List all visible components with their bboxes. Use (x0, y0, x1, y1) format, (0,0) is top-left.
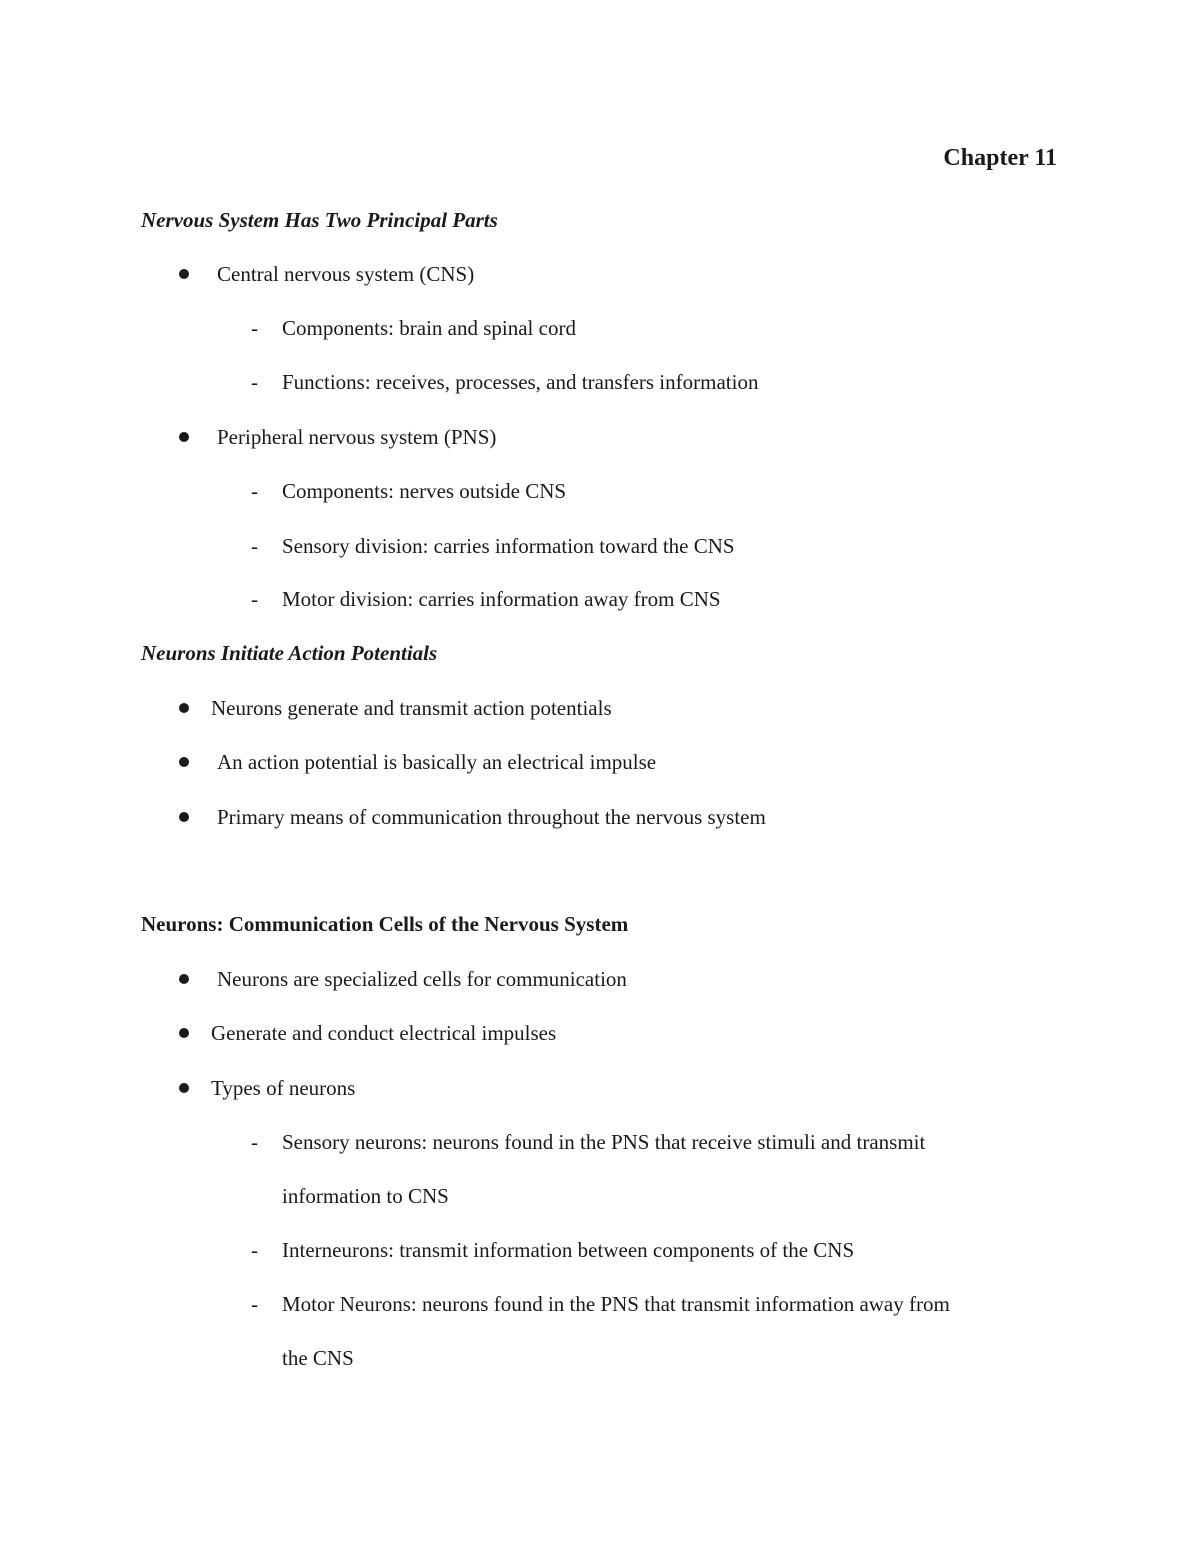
list-item: Peripheral nervous system (PNS) (217, 425, 497, 449)
sub-list-item: Motor division: carries information away from CNS (282, 587, 721, 611)
sub-list-item: Components: brain and spinal cord (282, 316, 576, 340)
chapter-title: Chapter 11 (943, 145, 1057, 171)
dash-icon: - (251, 1130, 258, 1154)
sub-list-item: Sensory neurons: neurons found in the PNS that receive stimuli and transmit (282, 1130, 926, 1154)
sub-list-item-continuation: the CNS (282, 1346, 354, 1370)
sub-list-item-continuation: information to CNS (282, 1184, 449, 1208)
bullet-icon (179, 269, 189, 279)
sub-list-item: Functions: receives, processes, and transfers information (282, 370, 759, 394)
bullet-icon (179, 432, 189, 442)
list-item: An action potential is basically an electrical impulse (217, 750, 657, 774)
dash-icon: - (251, 534, 258, 558)
list-item: Primary means of communication throughout the nervous system (217, 805, 766, 829)
section-heading: Nervous System Has Two Principal Parts (141, 208, 498, 232)
section-heading: Neurons: Communication Cells of the Nervous System (141, 912, 629, 936)
dash-icon: - (251, 479, 258, 503)
dash-icon: - (251, 587, 258, 611)
bullet-icon (179, 703, 189, 713)
bullet-icon (179, 757, 189, 767)
bullet-icon (179, 974, 189, 984)
dash-icon: - (251, 1238, 258, 1262)
list-item: Types of neurons (211, 1076, 356, 1100)
list-item: Neurons generate and transmit action potentials (211, 696, 612, 720)
list-item: Neurons are specialized cells for communication (217, 967, 627, 991)
bullet-icon (179, 812, 189, 822)
sub-list-item: Components: nerves outside CNS (282, 479, 567, 503)
sub-list-item: Motor Neurons: neurons found in the PNS that transmit information away from (282, 1292, 950, 1316)
dash-icon: - (251, 316, 258, 340)
list-item: Central nervous system (CNS) (217, 262, 475, 286)
sub-list-item: Interneurons: transmit information between components of the CNS (282, 1238, 855, 1262)
list-item: Generate and conduct electrical impulses (211, 1021, 557, 1045)
bullet-icon (179, 1083, 189, 1093)
dash-icon: - (251, 1292, 258, 1316)
bullet-icon (179, 1028, 189, 1038)
sub-list-item: Sensory division: carries information toward the CNS (282, 534, 735, 558)
dash-icon: - (251, 370, 258, 394)
section-heading: Neurons Initiate Action Potentials (141, 641, 438, 665)
